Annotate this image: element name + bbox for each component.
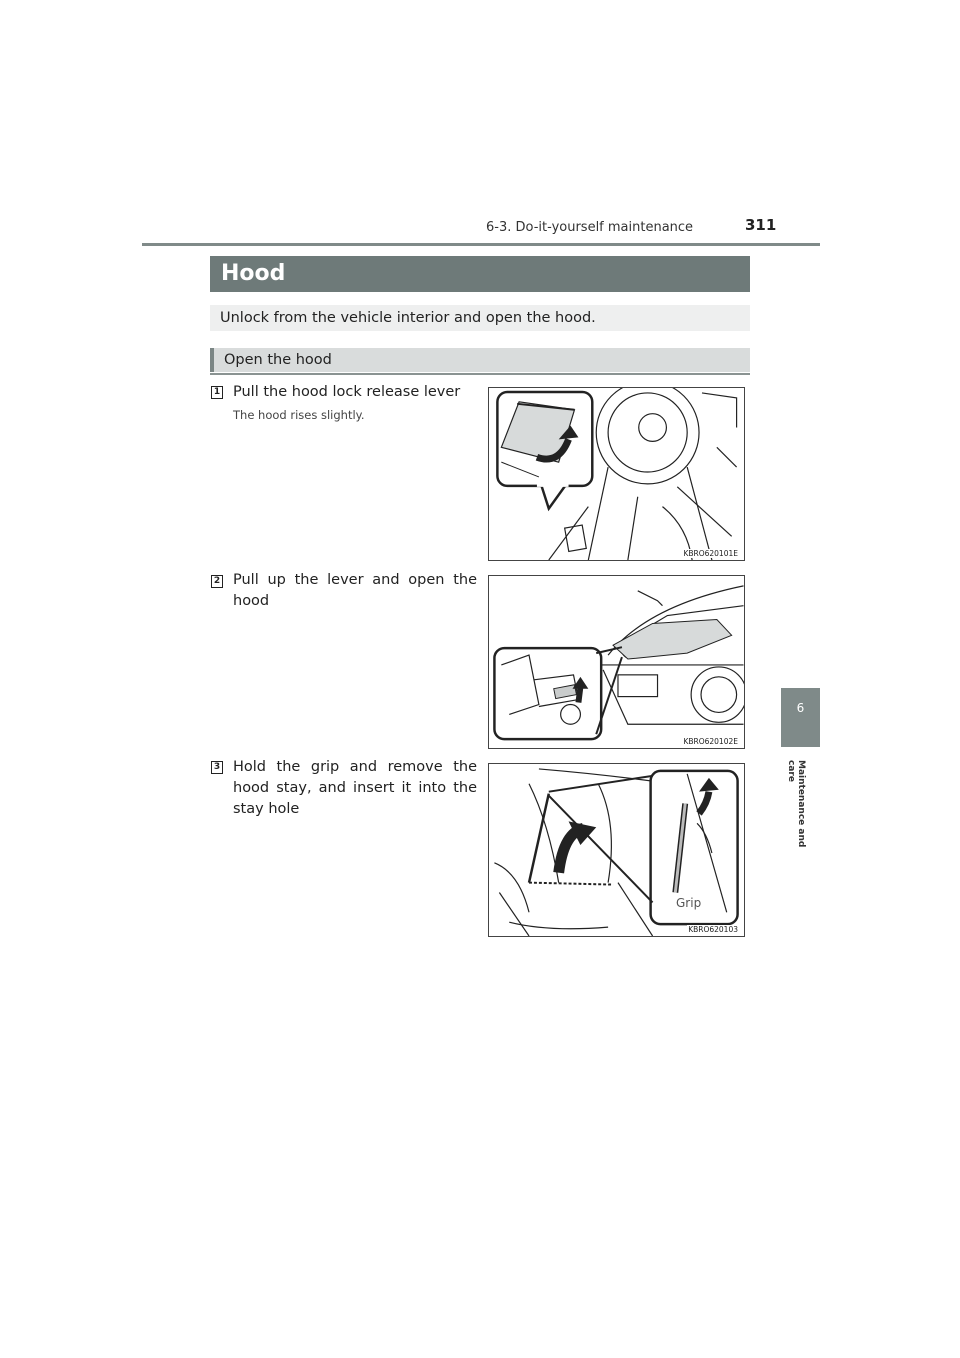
page-title: Hood — [210, 256, 750, 292]
figure-hood-lever — [488, 575, 745, 749]
figure-code-2: KBRO620102E — [683, 737, 738, 746]
page-number: 311 — [745, 216, 777, 234]
figure-hood-stay — [488, 763, 745, 937]
step-number-1: 1 — [211, 386, 223, 399]
hood-release-illustration — [489, 388, 744, 560]
section-subhead: Open the hood — [210, 348, 750, 372]
step-text-2: Pull up the lever and open the hood — [233, 572, 477, 609]
step-text-3: Hold the grip and remove the hood stay, and insert it into the stay hole — [233, 759, 477, 817]
step-text-1: Pull the hood lock release lever — [233, 384, 461, 400]
header-section-title: 6-3. Do-it-yourself maintenance — [486, 220, 694, 235]
hood-stay-illustration — [489, 764, 744, 936]
step-number-2: 2 — [211, 575, 223, 588]
figure-hood-release-lever — [488, 387, 745, 561]
subhead-rule — [210, 373, 750, 375]
figure-code-1: KBRO620101E — [683, 549, 738, 558]
chapter-tab: 6 — [781, 688, 820, 747]
step-number-3: 3 — [211, 761, 223, 774]
chapter-label: Maintenance and care — [786, 760, 806, 848]
step-note-1: The hood rises slightly. — [233, 408, 365, 422]
figure-code-3: KBRO620103 — [688, 925, 738, 934]
grip-label: Grip — [676, 896, 702, 910]
header-rule — [142, 243, 820, 246]
hood-lever-illustration — [489, 576, 744, 748]
intro-text: Unlock from the vehicle interior and open the hood. — [210, 305, 750, 331]
